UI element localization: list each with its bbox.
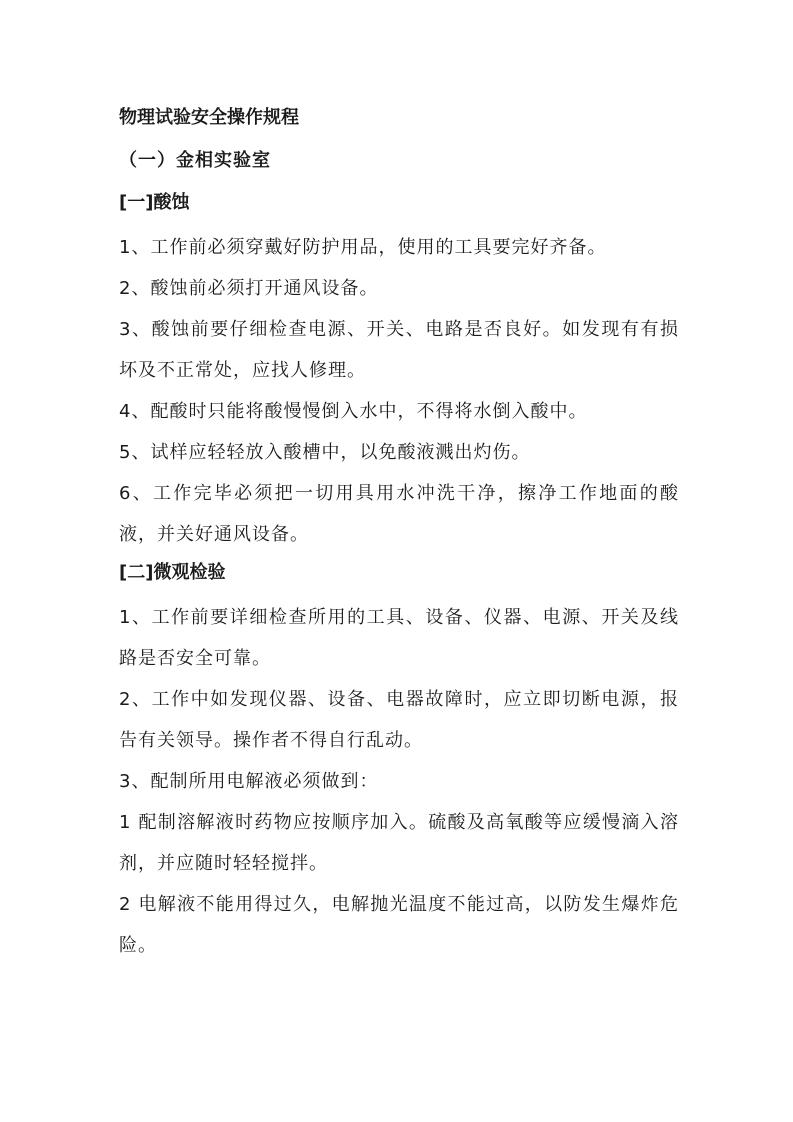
- document-page: [119, 101, 679, 966]
- list-item: 2 电解液不能用得过久，电解抛光温度不能过高，以防发生爆炸危险。: [119, 894, 679, 956]
- list-item: 3、酸蚀前要仔细检查电源、开关、电路是否良好。如发现有有损坏及不正常处，应找人修理。: [119, 319, 679, 381]
- list-item: 3、配制所用电解液必须做到：: [119, 771, 379, 792]
- list-item: 4、配酸时只能将酸慢慢倒入水中，不得将水倒入酸中。: [119, 401, 588, 422]
- list-item: 1、工作前要详细检查所用的工具、设备、仪器、电源、开关及线路是否安全可靠。: [119, 607, 679, 669]
- list-item: 1 配制溶解液时药物应按顺序加入。硫酸及高氧酸等应缓慢滴入溶剂，并应随时轻轻搅拌。: [119, 812, 679, 874]
- subsection-heading-etching: [一]酸蚀: [119, 192, 190, 213]
- list-item: 6、工作完毕必须把一切用具用水冲洗干净，擦净工作地面的酸液，并关好通风设备。: [119, 483, 679, 545]
- list-item: 2、酸蚀前必须打开通风设备。: [119, 278, 379, 299]
- list-item: 2、工作中如发现仪器、设备、电器故障时，应立即切断电源，报告有关领导。操作者不得自行乱动。: [119, 689, 679, 751]
- list-item: 1、工作前必须穿戴好防护用品，使用的工具要完好齐备。: [119, 237, 607, 258]
- document-title: 物理试验安全操作规程: [119, 107, 299, 128]
- list-item: 5、试样应轻轻放入酸槽中，以免酸液溅出灼伤。: [119, 442, 531, 463]
- section-heading: （一）金相实验室: [119, 150, 271, 171]
- subsection-heading-microscopic: [二]微观检验: [119, 562, 226, 583]
